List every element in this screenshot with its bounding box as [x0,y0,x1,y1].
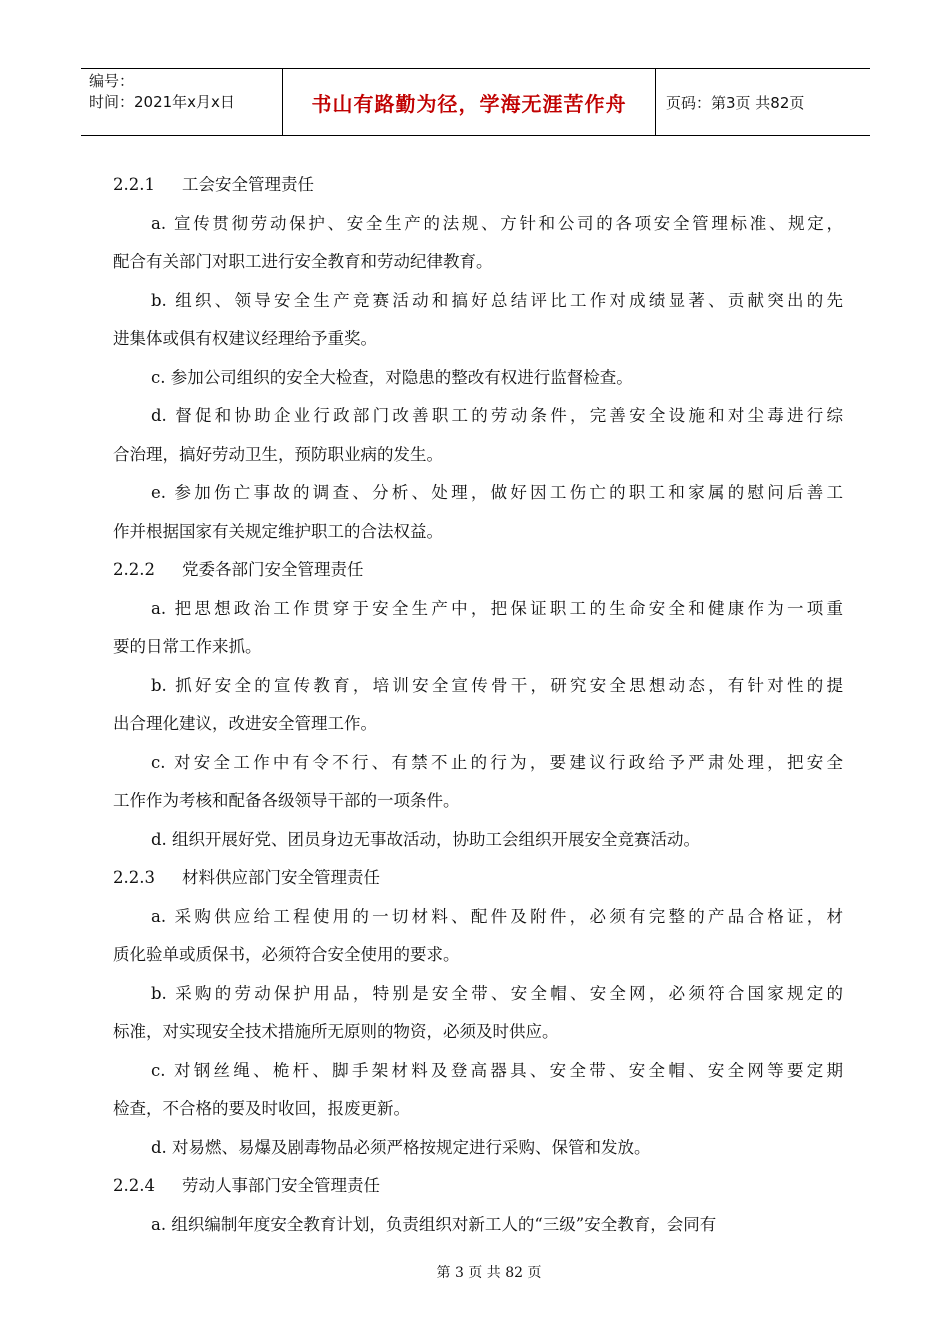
paragraph-text: c. 对安全工作中有令不行、有禁不止的行为，要建议行政给予严肃处理，把安全 [151,752,843,772]
paragraph-text: 工作作为考核和配备各级领导干部的一项条件。 [113,791,460,810]
paragraph-text: d. 督促和协助企业行政部门改善职工的劳动条件，完善安全设施和对尘毒进行综 [151,406,843,425]
header-page-info: 页码：第3页 共82页 [666,93,805,112]
paragraph-text: 进集体或俱有权建议经理给予重奖。 [113,329,377,348]
paragraph-line [113,320,843,359]
section-title: 党委各部门安全管理责任 [182,560,364,579]
paragraph-line [113,782,843,821]
paragraph-line [113,359,843,398]
paragraph-text: 合治理，搞好劳动卫生，预防职业病的发生。 [113,444,443,464]
header-motto: 书山有路勤为径，学海无涯苦作舟 [282,69,656,135]
paragraph-text: b. 组织、领导安全生产竞赛活动和搞好总结评比工作对成绩显著、贡献突出的先 [151,290,843,310]
paragraph-line [113,1090,843,1129]
page-header [81,68,870,136]
paragraph-text: a. 把思想政治工作贯穿于安全生产中，把保证职工的生命安全和健康作为一项重 [151,598,843,618]
paragraph-line [113,1206,843,1245]
section-heading [113,1167,843,1206]
section-heading [113,551,843,590]
paragraph-text: a. 组织编制年度安全教育计划，负责组织对新工人的“三级”安全教育，会同有 [151,1214,717,1234]
paragraph-text: b. 采购的劳动保护用品，特别是安全带、安全帽、安全网，必须符合国家规定的 [151,983,843,1003]
section-number: 2.2.4 [113,1176,155,1195]
paragraph-text: e. 参加伤亡事故的调查、分析、处理，做好因工伤亡的职工和家属的慰问后善工 [151,483,843,502]
time-label: 时间：2021年x月x日 [89,93,235,111]
section-title: 材料供应部门安全管理责任 [182,868,380,887]
paragraph-line [113,705,843,744]
paragraph-text: d. 组织开展好党、团员身边无事故活动，协助工会组织开展安全竞赛活动。 [151,829,701,849]
paragraph-text: b. 抓好安全的宣传教育，培训安全宣传骨干，研究安全思想动态，有针对性的提 [151,675,843,695]
paragraph-line [113,436,843,475]
paragraph-line [113,821,843,860]
paragraph-text: c. 参加公司组织的安全大检查，对隐患的整改有权进行监督检查。 [151,367,633,387]
paragraph-text: d. 对易燃、易爆及剧毒物品必须严格按规定进行采购、保管和发放。 [151,1137,651,1157]
paragraph-line [113,898,843,937]
paragraph-line [113,282,843,321]
paragraph-line [113,474,843,513]
paragraph-line [113,744,843,783]
section-heading [113,166,843,205]
paragraph-line [113,1129,843,1168]
paragraph-text: 作并根据国家有关规定维护职工的合法权益。 [113,521,443,541]
paragraph-line [113,1013,843,1052]
paragraph-line [113,1052,843,1091]
paragraph-line [113,243,843,282]
page-footer: 第 3 页 共 82 页 [436,1265,542,1281]
paragraph-text: a. 宣传贯彻劳动保护、安全生产的法规、方针和公司的各项安全管理标准、规定， [151,213,843,233]
paragraph-line [113,975,843,1014]
serial-label: 编号： [89,72,135,90]
section-title: 工会安全管理责任 [182,175,314,194]
section-heading [113,859,843,898]
paragraph-text: 标准，对实现安全技术措施所无原则的物资，必须及时供应。 [113,1022,559,1041]
header-meta [81,69,282,135]
paragraph-line [113,628,843,667]
section-number: 2.2.3 [113,868,155,887]
section-number: 2.2.1 [113,175,155,194]
paragraph-text: 检查，不合格的要及时收回，报废更新。 [113,1099,410,1118]
paragraph-line [113,205,843,244]
paragraph-text: 配合有关部门对职工进行安全教育和劳动纪律教育。 [113,252,493,271]
paragraph-text: 出合理化建议，改进安全管理工作。 [113,714,377,733]
paragraph-text: c. 对钢丝绳、桅杆、脚手架材料及登高器具、安全带、安全帽、安全网等要定期 [151,1060,843,1080]
paragraph-line [113,667,843,706]
section-title: 劳动人事部门安全管理责任 [182,1176,380,1195]
paragraph-line [113,513,843,552]
document-body [113,166,843,1244]
paragraph-line [113,936,843,975]
paragraph-line [113,590,843,629]
section-number: 2.2.2 [113,560,155,579]
paragraph-text: 要的日常工作来抓。 [113,637,262,656]
paragraph-text: a. 采购供应给工程使用的一切材料、配件及附件，必须有完整的产品合格证，材 [151,906,843,926]
paragraph-text: 质化验单或质保书，必须符合安全使用的要求。 [113,945,460,964]
paragraph-line [113,397,843,436]
